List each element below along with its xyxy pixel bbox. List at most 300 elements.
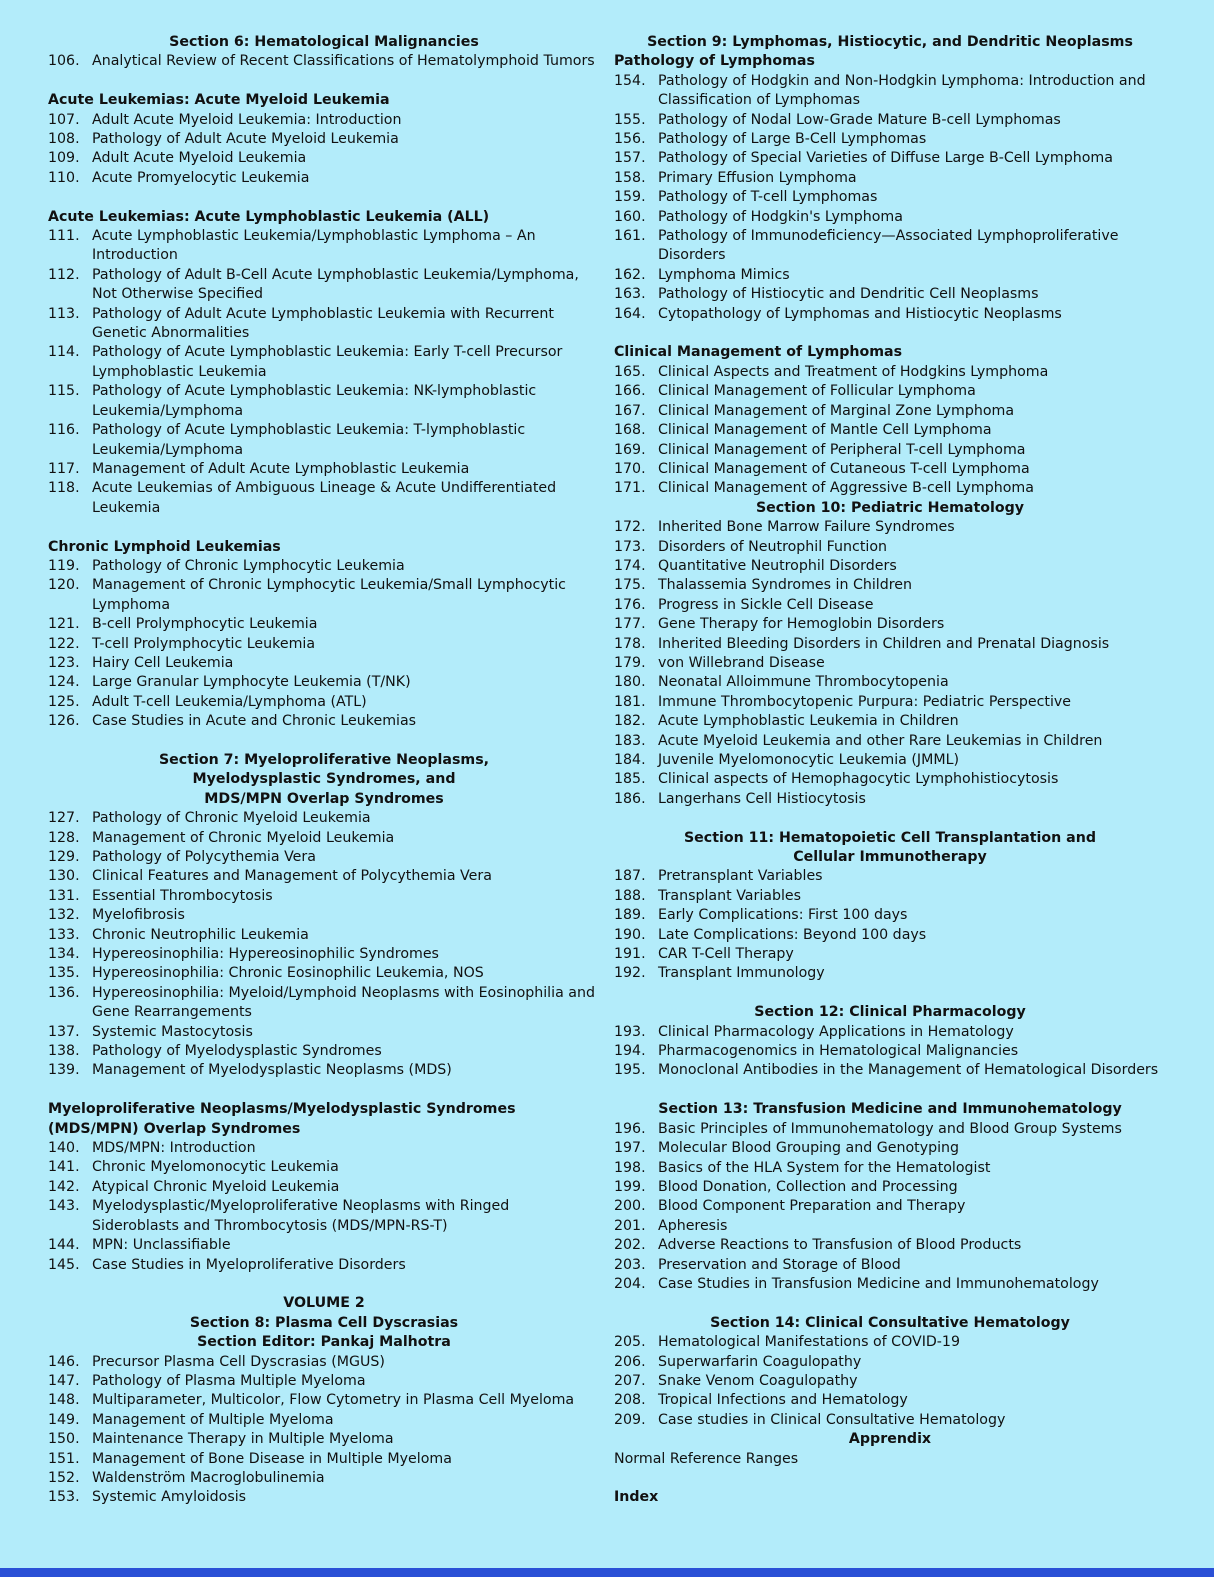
chapter-entry: [614, 1333, 1166, 1352]
chapter-entry: [614, 596, 1166, 615]
chapter-number: 199.: [614, 1178, 646, 1195]
chapter-entry: [48, 149, 600, 168]
chapter-title: Adverse Reactions to Transfusion of Blood Products: [658, 1237, 1022, 1254]
chapter-entry: [614, 1217, 1166, 1236]
chapter-title: Acute Lymphoblastic Leukemia in Children: [658, 713, 959, 730]
heading-index: Index: [614, 1489, 659, 1506]
chapter-title: Apheresis: [658, 1217, 728, 1234]
chapter-number: 177.: [614, 616, 646, 633]
chapter-number: 197.: [614, 1140, 646, 1157]
chapter-entry: [614, 1411, 1166, 1430]
chapter-title: Transplant Immunology: [658, 965, 825, 982]
chapter-number: 171.: [614, 480, 646, 497]
chapter-entry: [48, 926, 600, 945]
chapter-number: 167.: [614, 402, 646, 419]
chapter-title: Pathology of Histiocytic and Dendritic Cell Neoplasms: [658, 286, 1039, 303]
chapter-title: Management of Chronic Myeloid Leukemia: [92, 829, 395, 846]
chapter-title: Waldenström Macroglobulinemia: [92, 1469, 325, 1486]
chapter-entry: [48, 635, 600, 654]
chapter-number: 150.: [48, 1431, 80, 1448]
chapter-entry: [48, 829, 600, 848]
chapter-title: Gene Therapy for Hemoglobin Disorders: [658, 616, 945, 633]
chapter-number: 160.: [614, 208, 646, 225]
chapter-title: Hairy Cell Leukemia: [92, 654, 234, 671]
chapter-title: Immune Thrombocytopenic Purpura: Pediatric Perspective: [658, 693, 1072, 710]
heading-clinical-management-of-lymphomas: Clinical Management of Lymphomas: [614, 344, 903, 361]
chapter-number: 140.: [48, 1140, 80, 1157]
chapter-entry: [614, 460, 1166, 479]
chapter-number: 137.: [48, 1023, 80, 1040]
chapter-title: Systemic Mastocytosis: [92, 1023, 253, 1040]
chapter-number: 132.: [48, 907, 80, 924]
chapter-title: Primary Effusion Lymphoma: [658, 169, 857, 186]
chapter-entry: [48, 1488, 600, 1507]
chapter-entry: [614, 518, 1166, 537]
chapter-number: 155.: [614, 111, 646, 128]
chapter-title: von Willebrand Disease: [658, 654, 825, 671]
chapter-entry: [614, 964, 1166, 983]
chapter-list: [614, 1333, 1166, 1430]
heading-acute-leukemias-acute-lymphoblastic-leuk: Acute Leukemias: Acute Lymphoblastic Leukemia (ALL): [48, 208, 490, 225]
chapter-entry: [614, 790, 1166, 809]
chapter-number: 134.: [48, 946, 80, 963]
chapter-number: 123.: [48, 654, 80, 671]
chapter-title: Blood Donation, Collection and Processing: [658, 1178, 958, 1195]
chapter-number: 107.: [48, 111, 80, 128]
chapter-number: 142.: [48, 1178, 80, 1195]
chapter-number: 149.: [48, 1411, 80, 1428]
chapter-title: Inherited Bone Marrow Failure Syndromes: [658, 519, 955, 536]
chapter-entry: [614, 1236, 1166, 1255]
chapter-number: 201.: [614, 1217, 646, 1234]
chapter-entry: [614, 421, 1166, 440]
chapter-entry: [48, 227, 600, 266]
chapter-number: 157.: [614, 150, 646, 167]
chapter-number: 154.: [614, 72, 646, 89]
chapter-entry: [48, 867, 600, 886]
chapter-number: 133.: [48, 926, 80, 943]
chapter-number: 162.: [614, 266, 646, 283]
chapter-number: 145.: [48, 1256, 80, 1273]
chapter-entry: [48, 1023, 600, 1042]
chapter-list: [614, 363, 1166, 499]
heading-section-11-hematopoietic-cell-transplant: Section 11: Hematopoietic Cell Transplantation and: [683, 829, 1097, 846]
chapter-title: Adult T-cell Leukemia/Lymphoma (ATL): [92, 693, 367, 710]
chapter-entry: [614, 1139, 1166, 1158]
chapter-title: Case studies in Clinical Consultative Hematology: [658, 1411, 1006, 1428]
chapter-entry: [614, 770, 1166, 789]
chapter-list: [48, 111, 600, 189]
chapter-title: Clinical Aspects and Treatment of Hodgkins Lymphoma: [658, 363, 1049, 380]
chapter-entry: [48, 305, 600, 344]
chapter-number: 180.: [614, 674, 646, 691]
chapter-title: Hematological Manifestations of COVID-19: [658, 1334, 960, 1351]
chapter-entry: [48, 984, 600, 1023]
chapter-title: CAR T-Cell Therapy: [658, 946, 794, 963]
chapter-entry: [48, 809, 600, 828]
chapter-title: Chronic Myelomonocytic Leukemia: [92, 1159, 339, 1176]
chapter-entry: [48, 964, 600, 983]
chapter-title: Quantitative Neutrophil Disorders: [658, 557, 897, 574]
chapter-entry: [48, 906, 600, 925]
chapter-list: [48, 1353, 600, 1508]
chapter-entry: [48, 887, 600, 906]
chapter-entry: [48, 1197, 600, 1236]
chapter-entry: [614, 208, 1166, 227]
chapter-entry: [48, 1469, 600, 1488]
chapter-number: 195.: [614, 1062, 646, 1079]
chapter-entry: [614, 926, 1166, 945]
chapter-title: Clinical Management of Cutaneous T-cell Lymphoma: [658, 460, 1030, 477]
chapter-number: 204.: [614, 1275, 646, 1292]
chapter-title: Disorders of Neutrophil Function: [658, 538, 888, 555]
heading-section-9-lymphomas-histiocytic-and-dend: Section 9: Lymphomas, Histiocytic, and Dendritic Neoplasms: [647, 34, 1133, 50]
chapter-number: 138.: [48, 1043, 80, 1060]
chapter-title: Hypereosinophilia: Myeloid/Lymphoid Neoplasms with Eosinophilia and Gene Rearrangements: [92, 984, 595, 1021]
chapter-number: 206.: [614, 1353, 646, 1370]
chapter-title: Analytical Review of Recent Classifications of Hematolymphoid Tumors: [92, 53, 595, 70]
chapter-title: Acute Leukemias of Ambiguous Lineage & Acute Undifferentiated Leukemia: [92, 480, 557, 516]
chapter-title: Acute Lymphoblastic Leukemia/Lymphoblastic Lymphoma – An Introduction: [92, 228, 536, 264]
chapter-number: 186.: [614, 790, 646, 807]
heading-myeloproliferative-neoplasms-myelodyspla: Myeloproliferative Neoplasms/Myelodysplastic Syndromes: [48, 1101, 516, 1118]
chapter-number: 189.: [614, 907, 646, 924]
chapter-entry: [48, 1353, 600, 1372]
chapter-title: Thalassemia Syndromes in Children: [658, 577, 912, 594]
chapter-title: Cytopathology of Lymphomas and Histiocytic Neoplasms: [658, 305, 1062, 322]
chapter-entry: [614, 906, 1166, 925]
chapter-entry: [48, 1061, 600, 1080]
chapter-number: 136.: [48, 984, 80, 1001]
chapter-number: 188.: [614, 887, 646, 904]
chapter-number: 178.: [614, 635, 646, 652]
chapter-entry: [614, 712, 1166, 731]
chapter-title: Pathology of Large B-Cell Lymphomas: [658, 131, 927, 148]
chapter-title: Pathology of Plasma Multiple Myeloma: [92, 1372, 366, 1389]
chapter-title: Maintenance Therapy in Multiple Myeloma: [92, 1431, 394, 1448]
chapter-title: Pharmacogenomics in Hematological Malignancies: [658, 1043, 1019, 1060]
chapter-number: 148.: [48, 1392, 80, 1409]
chapter-title: Management of Myelodysplastic Neoplasms (MDS): [92, 1062, 452, 1079]
chapter-number: 152.: [48, 1469, 80, 1486]
chapter-number: 153.: [48, 1489, 80, 1506]
chapter-number: 192.: [614, 965, 646, 982]
chapter-entry: [48, 693, 600, 712]
chapter-title: Acute Myeloid Leukemia and other Rare Leukemias in Children: [658, 732, 1103, 749]
chapter-entry: [48, 52, 600, 71]
chapter-entry: [614, 382, 1166, 401]
heading-section-13-transfusion-medicine-and-immu: Section 13: Transfusion Medicine and Immunohematology: [658, 1101, 1122, 1118]
chapter-number: 120.: [48, 577, 80, 594]
chapter-title: Pathology of Acute Lymphoblastic Leukemia: NK-lymphoblastic Leukemia/Lymphoma: [92, 383, 537, 419]
chapter-title: Clinical Management of Mantle Cell Lymphoma: [658, 422, 992, 439]
chapter-list: [614, 867, 1166, 983]
chapter-number: 190.: [614, 926, 646, 943]
chapter-title: Early Complications: First 100 days: [658, 907, 908, 924]
chapter-title: Pathology of Adult B-Cell Acute Lymphoblastic Leukemia/Lymphoma, Not Otherwise Specified: [92, 266, 579, 303]
chapter-title: Clinical Management of Follicular Lymphoma: [658, 383, 976, 400]
chapter-title: Management of Adult Acute Lymphoblastic Leukemia: [92, 460, 470, 477]
chapter-number: 124.: [48, 674, 80, 691]
chapter-number: 185.: [614, 771, 646, 788]
chapter-title: Clinical Pharmacology Applications in Hematology: [658, 1023, 1014, 1040]
chapter-number: 163.: [614, 286, 646, 303]
chapter-number: 179.: [614, 654, 646, 671]
chapter-number: 109.: [48, 150, 80, 167]
chapter-entry: [48, 1158, 600, 1177]
chapter-title: Neonatal Alloimmune Thrombocytopenia: [658, 674, 949, 691]
chapter-title: Management of Multiple Myeloma: [92, 1411, 334, 1428]
chapter-entry: [614, 266, 1166, 285]
chapter-title: Pathology of T-cell Lymphomas: [658, 189, 878, 206]
chapter-title: Clinical Management of Aggressive B-cell Lymphoma: [658, 480, 1034, 497]
chapter-number: 111.: [48, 228, 80, 245]
heading-cellular-immunotherapy: Cellular Immunotherapy: [793, 849, 987, 866]
chapter-title: Pretransplant Variables: [658, 868, 823, 885]
chapter-entry: [48, 1236, 600, 1255]
chapter-number: 184.: [614, 752, 646, 769]
chapter-entry: [614, 130, 1166, 149]
text-normal-reference-ranges: Normal Reference Ranges: [614, 1450, 799, 1467]
chapter-title: Case Studies in Transfusion Medicine and Immunohematology: [658, 1275, 1099, 1292]
chapter-number: 207.: [614, 1372, 646, 1389]
chapter-list: [48, 227, 600, 518]
chapter-number: 144.: [48, 1237, 80, 1254]
chapter-entry: [48, 421, 600, 460]
chapter-title: Pathology of Hodgkin's Lymphoma: [658, 208, 903, 225]
chapter-title: Chronic Neutrophilic Leukemia: [92, 926, 309, 943]
heading-section-14-clinical-consultative-hematol: Section 14: Clinical Consultative Hematology: [710, 1314, 1070, 1331]
chapter-number: 170.: [614, 460, 646, 477]
chapter-entry: [48, 460, 600, 479]
chapter-entry: [614, 732, 1166, 751]
heading-myelodysplastic-syndromes-and: Myelodysplastic Syndromes, and: [192, 771, 456, 788]
chapter-title: Adult Acute Myeloid Leukemia: [92, 150, 307, 167]
chapter-title: Snake Venom Coagulopathy: [658, 1372, 858, 1389]
chapter-number: 110.: [48, 169, 80, 186]
chapter-number: 141.: [48, 1159, 80, 1176]
chapter-entry: [614, 1178, 1166, 1197]
right-column: [614, 33, 1166, 1508]
heading-section-12-clinical-pharmacology: Section 12: Clinical Pharmacology: [754, 1004, 1026, 1021]
chapter-entry: [48, 673, 600, 692]
chapter-title: Basics of the HLA System for the Hematologist: [658, 1159, 991, 1176]
chapter-entry: [614, 576, 1166, 595]
chapter-entry: [614, 673, 1166, 692]
chapter-list: [614, 72, 1166, 324]
chapter-title: Pathology of Acute Lymphoblastic Leukemia: T-lymphoblastic Leukemia/Lymphoma: [92, 422, 526, 458]
chapter-list: [48, 557, 600, 732]
chapter-entry: [614, 441, 1166, 460]
chapter-number: 159.: [614, 189, 646, 206]
chapter-number: 122.: [48, 635, 80, 652]
chapter-title: Pathology of Hodgkin and Non-Hodgkin Lymphoma: Introduction and Classification of Lymphomas: [658, 72, 1146, 109]
chapter-entry: [48, 848, 600, 867]
chapter-entry: [614, 479, 1166, 498]
chapter-title: Pathology of Polycythemia Vera: [92, 849, 316, 865]
chapter-number: 196.: [614, 1120, 646, 1137]
chapter-title: Tropical Infections and Hematology: [658, 1392, 908, 1409]
chapter-entry: [614, 1120, 1166, 1139]
chapter-number: 119.: [48, 557, 80, 574]
chapter-title: T-cell Prolymphocytic Leukemia: [92, 635, 316, 652]
chapter-title: Transplant Variables: [658, 887, 802, 904]
chapter-title: Systemic Amyloidosis: [92, 1489, 247, 1506]
chapter-number: 114.: [48, 344, 80, 361]
chapter-number: 168.: [614, 422, 646, 439]
chapter-title: Juvenile Myelomonocytic Leukemia (JMML): [658, 752, 960, 769]
chapter-number: 173.: [614, 538, 646, 555]
chapter-entry: [48, 712, 600, 731]
chapter-entry: [614, 227, 1166, 266]
heading-section-8-plasma-cell-dyscrasias: Section 8: Plasma Cell Dyscrasias: [189, 1314, 459, 1331]
chapter-number: 174.: [614, 557, 646, 574]
heading-section-editor-pankaj-malhotra: Section Editor: Pankaj Malhotra: [197, 1334, 451, 1351]
chapter-list: [48, 1139, 600, 1275]
chapter-entry: [614, 1042, 1166, 1061]
chapter-entry: [614, 751, 1166, 770]
heading-mds-mpn-overlap-syndromes: (MDS/MPN) Overlap Syndromes: [48, 1120, 301, 1137]
chapter-title: Pathology of Immunodeficiency—Associated Lymphoproliferative Disorders: [658, 228, 1119, 264]
chapter-entry: [614, 1275, 1166, 1294]
chapter-title: Myelofibrosis: [92, 907, 185, 924]
chapter-entry: [48, 557, 600, 576]
chapter-list: [614, 518, 1166, 809]
chapter-title: Case Studies in Myeloproliferative Disorders: [92, 1256, 406, 1273]
chapter-number: 139.: [48, 1062, 80, 1079]
chapter-entry: [48, 1372, 600, 1391]
chapter-title: Large Granular Lymphocyte Leukemia (T/NK): [92, 674, 411, 691]
chapter-entry: [48, 615, 600, 634]
chapter-entry: [614, 402, 1166, 421]
chapter-entry: [614, 615, 1166, 634]
chapter-number: 126.: [48, 713, 80, 730]
chapter-entry: [614, 188, 1166, 207]
chapter-entry: [48, 1178, 600, 1197]
chapter-title: Pathology of Adult Acute Myeloid Leukemia: [92, 131, 399, 148]
chapter-number: 166.: [614, 383, 646, 400]
chapter-entry: [48, 111, 600, 130]
chapter-number: 191.: [614, 946, 646, 963]
chapter-title: Clinical aspects of Hemophagocytic Lymphohistiocytosis: [658, 771, 1059, 788]
chapter-entry: [614, 1159, 1166, 1178]
chapter-entry: [48, 1411, 600, 1430]
chapter-entry: [48, 266, 600, 305]
chapter-number: 203.: [614, 1256, 646, 1273]
chapter-title: Myelodysplastic/Myeloproliferative Neoplasms with Ringed Sideroblasts and Thrombocytosis (MDS/MPN-RS-T): [92, 1198, 510, 1234]
chapter-entry: [48, 654, 600, 673]
chapter-entry: [614, 1023, 1166, 1042]
chapter-title: Pathology of Adult Acute Lymphoblastic Leukemia with Recurrent Genetic Abnormalities: [92, 305, 554, 342]
chapter-entry: [614, 945, 1166, 964]
chapter-number: 116.: [48, 422, 80, 439]
chapter-number: 165.: [614, 363, 646, 380]
heading-mds-mpn-overlap-syndromes: MDS/MPN Overlap Syndromes: [204, 790, 444, 807]
chapter-entry: [48, 1139, 600, 1158]
chapter-number: 187.: [614, 868, 646, 885]
chapter-number: 112.: [48, 266, 80, 283]
chapter-entry: [48, 343, 600, 382]
chapter-number: 164.: [614, 305, 646, 322]
heading-section-6-hematological-malignancies: Section 6: Hematological Malignancies: [169, 34, 479, 50]
chapter-title: Blood Component Preparation and Therapy: [658, 1198, 966, 1215]
chapter-title: MDS/MPN: Introduction: [92, 1140, 256, 1157]
chapter-title: Essential Thrombocytosis: [92, 887, 273, 904]
chapter-title: Progress in Sickle Cell Disease: [658, 596, 874, 613]
chapter-entry: [614, 867, 1166, 886]
chapter-entry: [614, 1353, 1166, 1372]
chapter-entry: [48, 1256, 600, 1275]
heading-chronic-lymphoid-leukemias: Chronic Lymphoid Leukemias: [48, 538, 281, 555]
chapter-entry: [614, 887, 1166, 906]
chapter-title: Hypereosinophilia: Hypereosinophilic Syndromes: [92, 946, 439, 963]
chapter-number: 151.: [48, 1450, 80, 1467]
chapter-title: Molecular Blood Grouping and Genotyping: [658, 1140, 960, 1157]
chapter-list: [614, 1023, 1166, 1081]
chapter-title: Monoclonal Antibodies in the Management of Hematological Disorders: [658, 1062, 1159, 1079]
chapter-title: Management of Chronic Lymphocytic Leukemia/Small Lymphocytic Lymphoma: [92, 577, 566, 613]
chapter-number: 209.: [614, 1411, 646, 1428]
chapter-entry: [614, 693, 1166, 712]
chapter-entry: [48, 945, 600, 964]
chapter-title: Lymphoma Mimics: [658, 266, 790, 283]
chapter-list: [614, 1120, 1166, 1295]
chapter-entry: [48, 382, 600, 421]
chapter-title: Clinical Features and Management of Polycythemia Vera: [92, 868, 492, 885]
chapter-number: 146.: [48, 1353, 80, 1370]
chapter-entry: [614, 149, 1166, 168]
chapter-number: 193.: [614, 1023, 646, 1040]
chapter-entry: [614, 363, 1166, 382]
chapter-number: 181.: [614, 693, 646, 710]
chapter-entry: [614, 285, 1166, 304]
chapter-number: 106.: [48, 53, 80, 70]
chapter-number: 183.: [614, 732, 646, 749]
heading-volume-2: VOLUME 2: [283, 1295, 365, 1312]
chapter-number: 208.: [614, 1392, 646, 1409]
chapter-number: 156.: [614, 131, 646, 148]
chapter-title: Acute Promyelocytic Leukemia: [92, 169, 310, 186]
chapter-title: Late Complications: Beyond 100 days: [658, 926, 927, 943]
chapter-number: 127.: [48, 810, 80, 827]
chapter-number: 161.: [614, 228, 646, 245]
chapter-number: 158.: [614, 169, 646, 186]
bottom-accent-bar: [0, 1568, 1214, 1577]
chapter-list: [48, 809, 600, 1081]
chapter-number: 182.: [614, 713, 646, 730]
chapter-entry: [614, 1372, 1166, 1391]
chapter-number: 117.: [48, 460, 80, 477]
chapter-number: 108.: [48, 131, 80, 148]
heading-section-7-myeloproliferative-neoplasms: Section 7: Myeloproliferative Neoplasms,: [158, 751, 490, 768]
chapter-number: 172.: [614, 519, 646, 536]
chapter-title: MPN: Unclassifiable: [92, 1237, 231, 1254]
chapter-number: 121.: [48, 616, 80, 633]
chapter-list: [48, 52, 600, 71]
chapter-number: 129.: [48, 849, 80, 865]
chapter-title: B-cell Prolymphocytic Leukemia: [92, 616, 318, 633]
chapter-title: Pathology of Special Varieties of Diffuse Large B-Cell Lymphoma: [658, 150, 1113, 167]
chapter-entry: [48, 1450, 600, 1469]
chapter-entry: [48, 169, 600, 188]
chapter-title: Basic Principles of Immunohematology and Blood Group Systems: [658, 1120, 1122, 1137]
chapter-entry: [614, 1256, 1166, 1275]
chapter-entry: [614, 169, 1166, 188]
chapter-title: Preservation and Storage of Blood: [658, 1256, 901, 1273]
chapter-title: Pathology of Chronic Myeloid Leukemia: [92, 810, 371, 827]
chapter-entry: [614, 1197, 1166, 1216]
chapter-number: 113.: [48, 305, 80, 322]
